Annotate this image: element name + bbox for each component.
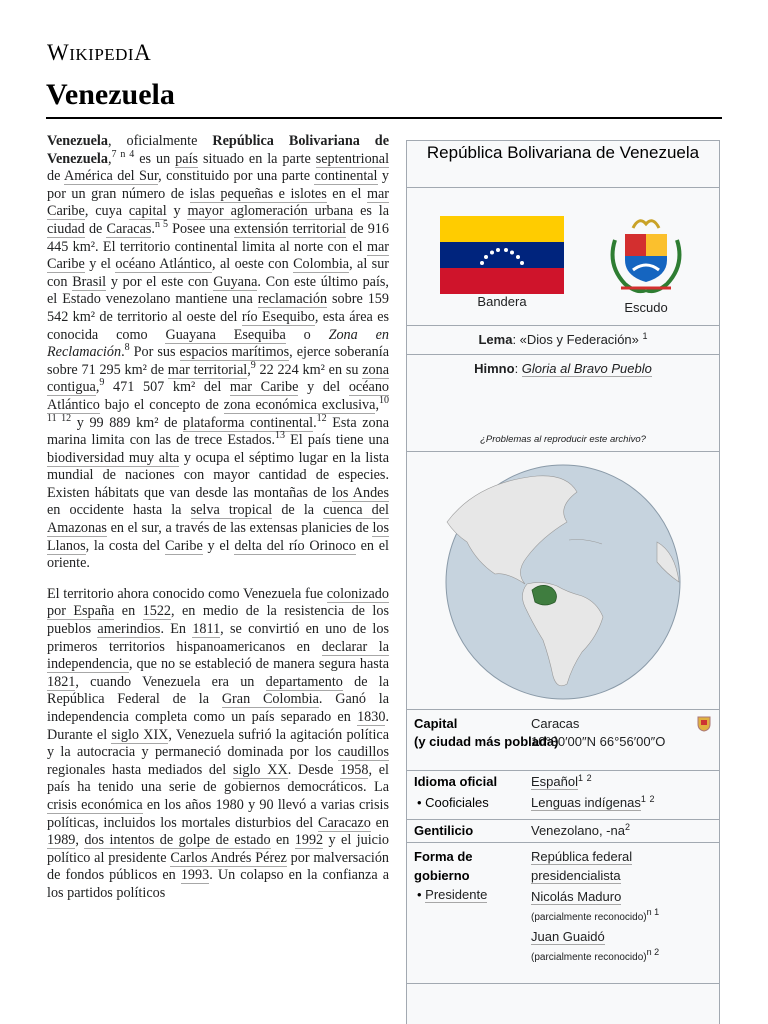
article-link[interactable]: 1522 (142, 603, 171, 620)
article-link[interactable]: 1989 (47, 832, 76, 849)
text-run: y por un gran número de (47, 168, 390, 202)
text-run: . Ganó la independencia completa como un país separado en (47, 691, 389, 725)
co-official-label: • Cooficiales (417, 795, 489, 810)
text-run: . En (160, 621, 193, 638)
caracas-coat-icon[interactable] (695, 714, 713, 732)
text-run: , cuando Venezuela era un (75, 673, 266, 690)
government-link[interactable]: República federal presidencialista (531, 849, 633, 883)
article-link[interactable]: extensión territorial (233, 220, 347, 237)
article-link[interactable]: islas pequeñas e islotes (189, 185, 327, 202)
article-link[interactable]: dos intentos de golpe de estado (84, 832, 271, 849)
text-run: , al oeste con (212, 256, 294, 273)
text-run: y 99 889 km² de (71, 414, 184, 431)
article-link[interactable]: mar Caribe (47, 185, 389, 220)
article-link[interactable]: 1992 (294, 832, 324, 849)
language-label: Idioma oficial (414, 774, 498, 789)
article-link[interactable]: los Llanos (47, 520, 389, 554)
article-link[interactable]: 1830 (357, 709, 386, 725)
reference-mark[interactable]: n 5 (154, 218, 169, 230)
italic-text: Zona en Reclamación (47, 326, 390, 361)
motto-value: : «Dios y Federación» (512, 332, 643, 347)
text-run: por malversación de fondos públicos en (47, 849, 390, 884)
article-link[interactable]: caudillos (337, 744, 389, 761)
infobox (406, 140, 720, 1024)
article-link[interactable]: continental (314, 168, 378, 185)
article-link[interactable]: Carlos Andrés Pérez (170, 849, 287, 866)
article-link[interactable]: siglo XIX (111, 726, 169, 743)
text-run: es un (134, 150, 176, 167)
capital-coords[interactable]: 10°30′00″N 66°56′00″O (531, 734, 666, 749)
article-link[interactable]: mar Caribe (47, 238, 389, 273)
bold-text: Venezuela (47, 133, 108, 149)
article-link[interactable]: río Esequibo (241, 308, 315, 325)
text-run: , la costa del (85, 537, 165, 554)
article-link[interactable]: plataforma continental (183, 414, 314, 431)
motto-row (407, 326, 719, 355)
government-row: Forma de gobierno República federal presidencialista • Presidente Nicolás Maduro (parcialmente reconocido)$^{n 1}$ Juan Guaidó (parcialmente reconocido)$^{n 2}$ (407, 843, 719, 984)
history-paragraph (47, 586, 389, 903)
text-run: , que no se estableció de manera segura hasta (128, 656, 389, 673)
bold-text: República Bolivariana de Venezuela (47, 133, 389, 167)
text-run: El territorio ahora conocido como Venezuela fue (47, 585, 327, 602)
page-title: Venezuela (46, 78, 175, 111)
text-run: , esta área es conocida como (47, 308, 390, 343)
text-run: en el oriente. (47, 537, 389, 572)
text-run: Posee una (168, 220, 234, 237)
president-maduro[interactable]: Nicolás Maduro (531, 889, 622, 904)
location-map (407, 452, 719, 710)
reference-mark[interactable]: 10 (379, 394, 389, 406)
text-run: y ocupa el séptimo lugar en la lista mundial de naciones con mayor cantidad de especies. Existen hábitats que van desde las montañas de (47, 449, 389, 501)
text-run: situado en la parte (198, 150, 316, 167)
text-run: , (95, 379, 100, 396)
article-link[interactable]: 1958 (340, 761, 369, 778)
article-link[interactable]: Brasil (72, 273, 107, 290)
demonym-value: Venezolano, -na (531, 823, 625, 838)
text-run: y (166, 203, 188, 220)
reference-mark[interactable]: 8 (124, 342, 130, 354)
reference-mark[interactable]: 9 (99, 377, 105, 389)
anthem-row: Himno: Gloria al Bravo Pueblo ¿Problemas al reproducir este archivo? (407, 355, 719, 452)
text-run: , oficialmente (107, 133, 213, 149)
reference-mark[interactable]: 12 (56, 412, 72, 424)
government-label: Forma de gobierno (414, 849, 473, 883)
article-link[interactable]: crisis económica (47, 796, 143, 813)
article-link[interactable]: Caracas (106, 220, 152, 237)
article-link[interactable]: zona contigua (47, 361, 389, 396)
coat-of-arms-icon[interactable] (603, 210, 689, 296)
reference-mark[interactable]: 7 (111, 148, 117, 160)
text-run: y el juicio político al presidente (47, 832, 389, 866)
article-link[interactable]: mar Caribe (229, 379, 299, 396)
article-link[interactable]: siglo XX (232, 761, 288, 778)
flag-caption[interactable]: Bandera (477, 294, 527, 309)
reference-mark[interactable]: n 4 (116, 148, 135, 160)
article-link[interactable]: los Andes (331, 484, 390, 501)
text-run: de la República Federal de la (47, 673, 389, 708)
language-link[interactable]: Español (531, 774, 578, 789)
co-official-link[interactable]: Lenguas indígenas (531, 795, 641, 810)
text-run: Por sus (129, 344, 180, 361)
demonym-label: Gentilicio (414, 823, 474, 838)
text-run: en el sur, a través de las extensas planicies de (106, 520, 373, 537)
motto-label: Lema (478, 332, 513, 347)
article-link[interactable]: país (175, 150, 199, 167)
text-run: en (114, 603, 143, 620)
text-run: en (370, 814, 389, 831)
article-link[interactable]: 1993 (180, 867, 210, 884)
article-link[interactable]: 1821 (47, 673, 76, 690)
text-run: , al sur con (47, 256, 390, 290)
text-run: sobre 159 542 km² de territorio al oeste del (47, 291, 389, 325)
text-run: . (151, 220, 155, 237)
article-link[interactable]: Caribe (164, 537, 203, 554)
text-run: . (313, 414, 317, 431)
text-run: de (84, 220, 107, 237)
reference-mark[interactable]: 13 (275, 430, 286, 442)
text-run: bajo el concepto de (99, 396, 224, 413)
article-link[interactable]: capital (128, 203, 167, 220)
article-link[interactable]: Colombia (293, 256, 350, 273)
text-run: 22 224 km² en su (255, 361, 363, 378)
text-run: . Con este último país, el Estado venezolano mantiene una (47, 273, 389, 308)
article-link[interactable]: delta del río Orinoco (234, 537, 356, 554)
text-run: y el (84, 256, 116, 273)
reference-mark[interactable]: 12 (316, 412, 327, 424)
text-run: de (47, 168, 65, 185)
article-link[interactable]: declarar la independencia (47, 638, 389, 673)
anthem-label: Himno (474, 361, 515, 376)
article-link[interactable]: mar territorial (167, 361, 248, 378)
article-link[interactable]: América del Sur (64, 168, 159, 185)
text-run: , (75, 832, 85, 849)
article-link[interactable]: zona económica exclusiva (223, 396, 376, 413)
article-link[interactable]: Guyana (213, 273, 258, 290)
article-link[interactable]: reclamación (257, 291, 328, 308)
text-run: y del (298, 379, 349, 396)
text-run: . Desde (287, 761, 341, 778)
president-guaido[interactable]: Juan Guaidó (531, 929, 605, 944)
article-link[interactable]: septentrional (315, 150, 390, 167)
audio-help-link[interactable]: ¿Problemas al reproducir este archivo? (480, 434, 646, 445)
article-body (47, 133, 389, 916)
text-run: regionales hasta mediados del (47, 761, 233, 778)
title-divider (46, 117, 722, 119)
capital-link[interactable]: Caracas (531, 716, 580, 731)
text-run: de la (272, 502, 324, 519)
text-run: y por el este con (106, 273, 214, 290)
article-link[interactable]: colonizado por España (47, 585, 389, 620)
article-link[interactable]: espacios marítimos (179, 344, 290, 361)
text-run: y el (202, 537, 235, 554)
article-link[interactable]: Guayana Esequiba (165, 326, 286, 343)
article-link[interactable]: selva tropical (190, 502, 273, 519)
text-run: , el país ha tenido una serie de gobiernos democráticos. La (47, 761, 389, 796)
text-run: , se convirtió en uno de los primeros territorios hispanoamericanos en (47, 621, 389, 655)
text-run: en el (326, 185, 367, 202)
text-run: , Venezuela sufrió la agitación política y la autocracia y permaneció dominada por los (47, 726, 389, 761)
president-label[interactable]: Presidente (425, 887, 488, 902)
article-link[interactable]: ciudad (47, 220, 85, 237)
capital-row (407, 710, 719, 771)
article-link[interactable]: Caracazo (318, 814, 371, 831)
article-link[interactable]: océano Atlántico (47, 379, 390, 413)
article-link[interactable]: Gran Colombia (221, 691, 319, 708)
demonym-row: Gentilicio Venezolano, $-na^2$ (407, 820, 719, 843)
text-run: , en medio de la resistencia de los pueblos (47, 603, 389, 638)
coat-caption[interactable]: Escudo (624, 300, 668, 315)
text-run: El país tiene una (285, 432, 389, 449)
text-run: . Un colapso en la confianza a los partidos políticos (47, 867, 389, 901)
article-link[interactable]: mayor aglomeración urbana (187, 203, 354, 220)
text-run: Esta zona marina limita con las de trece Estados. (47, 414, 389, 449)
text-run: , (247, 361, 251, 378)
text-run: en los años 1980 y 90 llevó a varias crisis políticas, incluidos los mortales disturbios del (47, 796, 389, 831)
text-run: de 916 445 km². El territorio continental limita al norte con el (47, 220, 389, 255)
article-link[interactable]: océano Atlántico (115, 256, 213, 273)
motto-ref[interactable]: 1 (642, 331, 648, 341)
article-link[interactable]: amerindios (97, 621, 161, 638)
wikipedia-wordmark[interactable]: WIKIPEDIA (47, 40, 152, 65)
infobox-title: República Bolivariana de Venezuela (407, 141, 719, 188)
text-run: , cuya (84, 203, 129, 220)
language-row: Idioma oficial Español$^1$ $^2$ • Cooficiales Lenguas indígenas$^1$ $^2$ (407, 771, 719, 820)
globe-map-icon[interactable] (407, 462, 719, 702)
article-link[interactable]: biodiversidad muy alta (47, 449, 180, 466)
text-run: . Durante el (47, 709, 389, 743)
reference-mark[interactable]: 9 (250, 359, 256, 371)
text-run: , (107, 150, 112, 167)
anthem-link[interactable]: Gloria al Bravo Pueblo (521, 361, 652, 376)
article-link[interactable]: cuenca del Amazonas (47, 502, 389, 537)
venezuela-flag-icon[interactable] (440, 216, 564, 294)
capital-label: Capital (414, 716, 458, 731)
text-run: o (285, 326, 329, 343)
text-run: , (375, 396, 379, 413)
infobox-symbols (407, 188, 719, 326)
text-run: 471 507 km² del (104, 379, 230, 396)
article-link[interactable]: departamento (265, 673, 343, 690)
capital-label-sub: (y ciudad más poblada) (414, 734, 559, 749)
text-run: es la (353, 203, 389, 220)
text-run: en occidente hasta la (47, 502, 191, 519)
text-run: , ejerce soberanía sobre 71 295 km² de (47, 344, 389, 378)
text-run: . (121, 344, 125, 361)
reference-mark[interactable]: 11 (47, 412, 57, 424)
text-run: en (270, 832, 295, 849)
article-link[interactable]: 1811 (192, 621, 221, 638)
text-run: , constituido por una parte (158, 168, 315, 185)
intro-paragraph (47, 133, 389, 573)
